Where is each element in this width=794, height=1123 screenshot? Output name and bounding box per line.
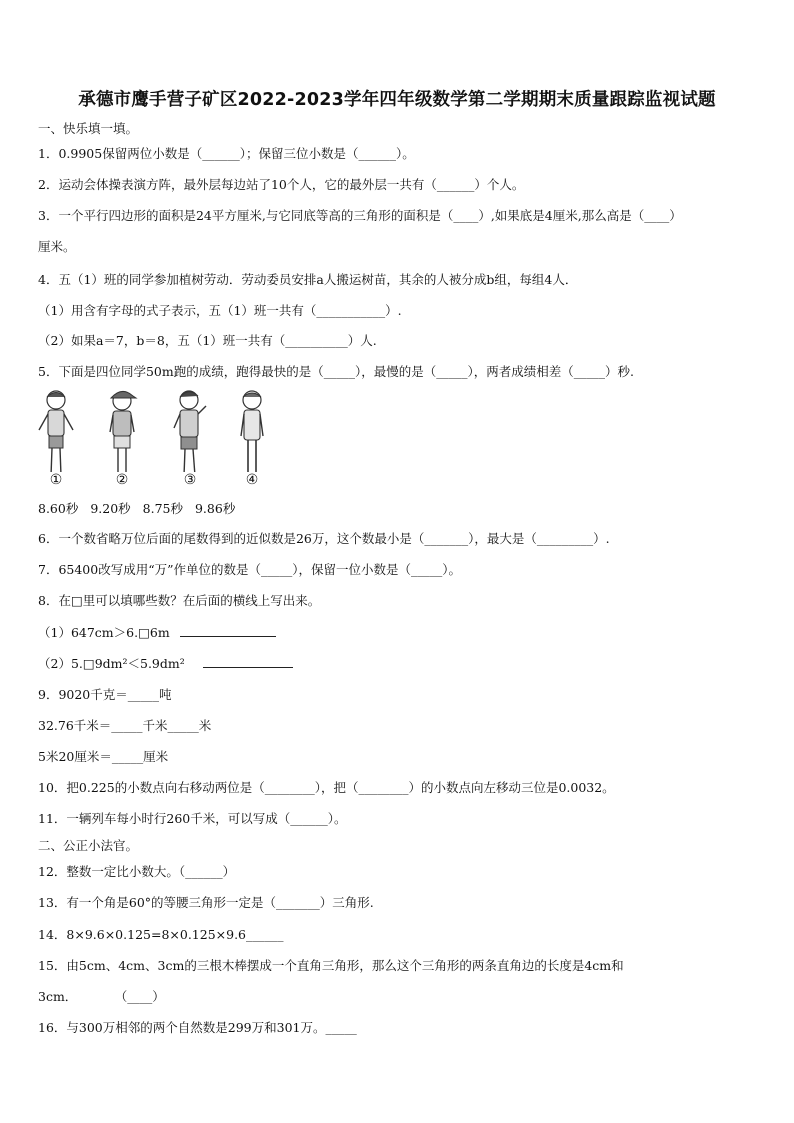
runner-time: 9.86秒	[194, 501, 236, 516]
runner-time: 8.75秒	[142, 501, 183, 516]
answer-line	[203, 655, 293, 668]
question-16: 16．与300万相邻的两个自然数是299万和301万。_____	[38, 1020, 357, 1035]
answer-line	[180, 624, 276, 637]
question-8-part-2	[38, 655, 293, 672]
question-9-line-3: 5米20厘米＝_____厘米	[38, 749, 169, 764]
question-13: 13．有一个角是60°的等腰三角形一定是（_______）三角形.	[38, 895, 374, 910]
question-15-continued: 3cm． （____）	[38, 989, 165, 1004]
question-6: 6．一个数省略万位后面的尾数得到的近似数是26万，这个数最小是（_______），最大是（_________）.	[38, 531, 610, 546]
question-4-part-1: （1）用含有字母的式子表示，五（1）班一共有（___________）.	[38, 303, 402, 318]
question-4-part-2: （2）如果a＝7，b＝8，五（1）班一共有（__________）人.	[38, 333, 377, 348]
section-heading-1: 一、快乐填一填。	[38, 121, 139, 136]
question-8-part-1-text: （1）647cm＞6.□6m	[38, 625, 170, 640]
question-4: 4．五（1）班的同学参加植树劳动．劳动委员安排a人搬运树苗，其余的人被分成b组，每组4人．	[38, 272, 578, 287]
question-3-continued: 厘米。	[38, 239, 76, 254]
question-3: 3．一个平行四边形的面积是24平方厘米,与它同底等高的三角形的面积是（____）,如果底是4厘米,那么高是（____）	[38, 208, 682, 223]
runner-label: ③	[168, 472, 212, 488]
question-15: 15．由5cm、4cm、3cm的三根木棒摆成一个直角三角形，那么这个三角形的两条直角边的长度是4cm和	[38, 958, 624, 973]
question-7: 7．65400改写成用“万”作单位的数是（_____），保留一位小数是（_____）。	[38, 562, 461, 577]
runner-time: 9.20秒	[90, 501, 131, 516]
page-title: 承德市鹰手营子矿区2022-2023学年四年级数学第二学期期末质量跟踪监视试题	[78, 90, 716, 110]
question-1: 1．0.9905保留两位小数是（______）；保留三位小数是（______）。	[38, 146, 415, 161]
runner-2-illustration	[100, 386, 144, 491]
runner-label: ②	[100, 472, 144, 488]
runner-label: ①	[34, 472, 78, 488]
question-2: 2．运动会体操表演方阵，最外层每边站了10个人，它的最外层一共有（______）个人。	[38, 177, 525, 192]
section-heading-2: 二、公正小法官。	[38, 838, 139, 853]
question-8: 8．在□里可以填哪些数？在后面的横线上写出来。	[38, 593, 321, 608]
runner-3-illustration	[168, 386, 212, 491]
question-12: 12．整数一定比小数大。（______）	[38, 864, 236, 879]
runner-1-illustration	[34, 386, 78, 491]
runner-time: 8.60秒	[38, 501, 79, 516]
question-11: 11．一辆列车每小时行260千米，可以写成（______）。	[38, 811, 347, 826]
question-10: 10．把0.225的小数点向右移动两位是（________），把（________）的小数点向左移动三位是0.0032。	[38, 780, 615, 795]
question-8-part-1	[38, 624, 276, 641]
question-9: 9．9020千克＝_____吨	[38, 687, 172, 702]
question-9-line-2: 32.76千米＝_____千米_____米	[38, 718, 212, 733]
runner-label: ④	[230, 472, 274, 488]
runner-illustrations	[34, 386, 274, 491]
question-8-part-2-text: （2）5.□9dm²＜5.9dm²	[38, 656, 185, 671]
question-5: 5．下面是四位同学50m跑的成绩，跑得最快的是（_____），最慢的是（_____），两者成绩相差（_____）秒.	[38, 364, 634, 379]
runner-4-illustration	[230, 386, 274, 491]
runner-times	[38, 499, 243, 517]
question-14: 14．8×9.6×0.125=8×0.125×9.6______	[38, 927, 284, 942]
